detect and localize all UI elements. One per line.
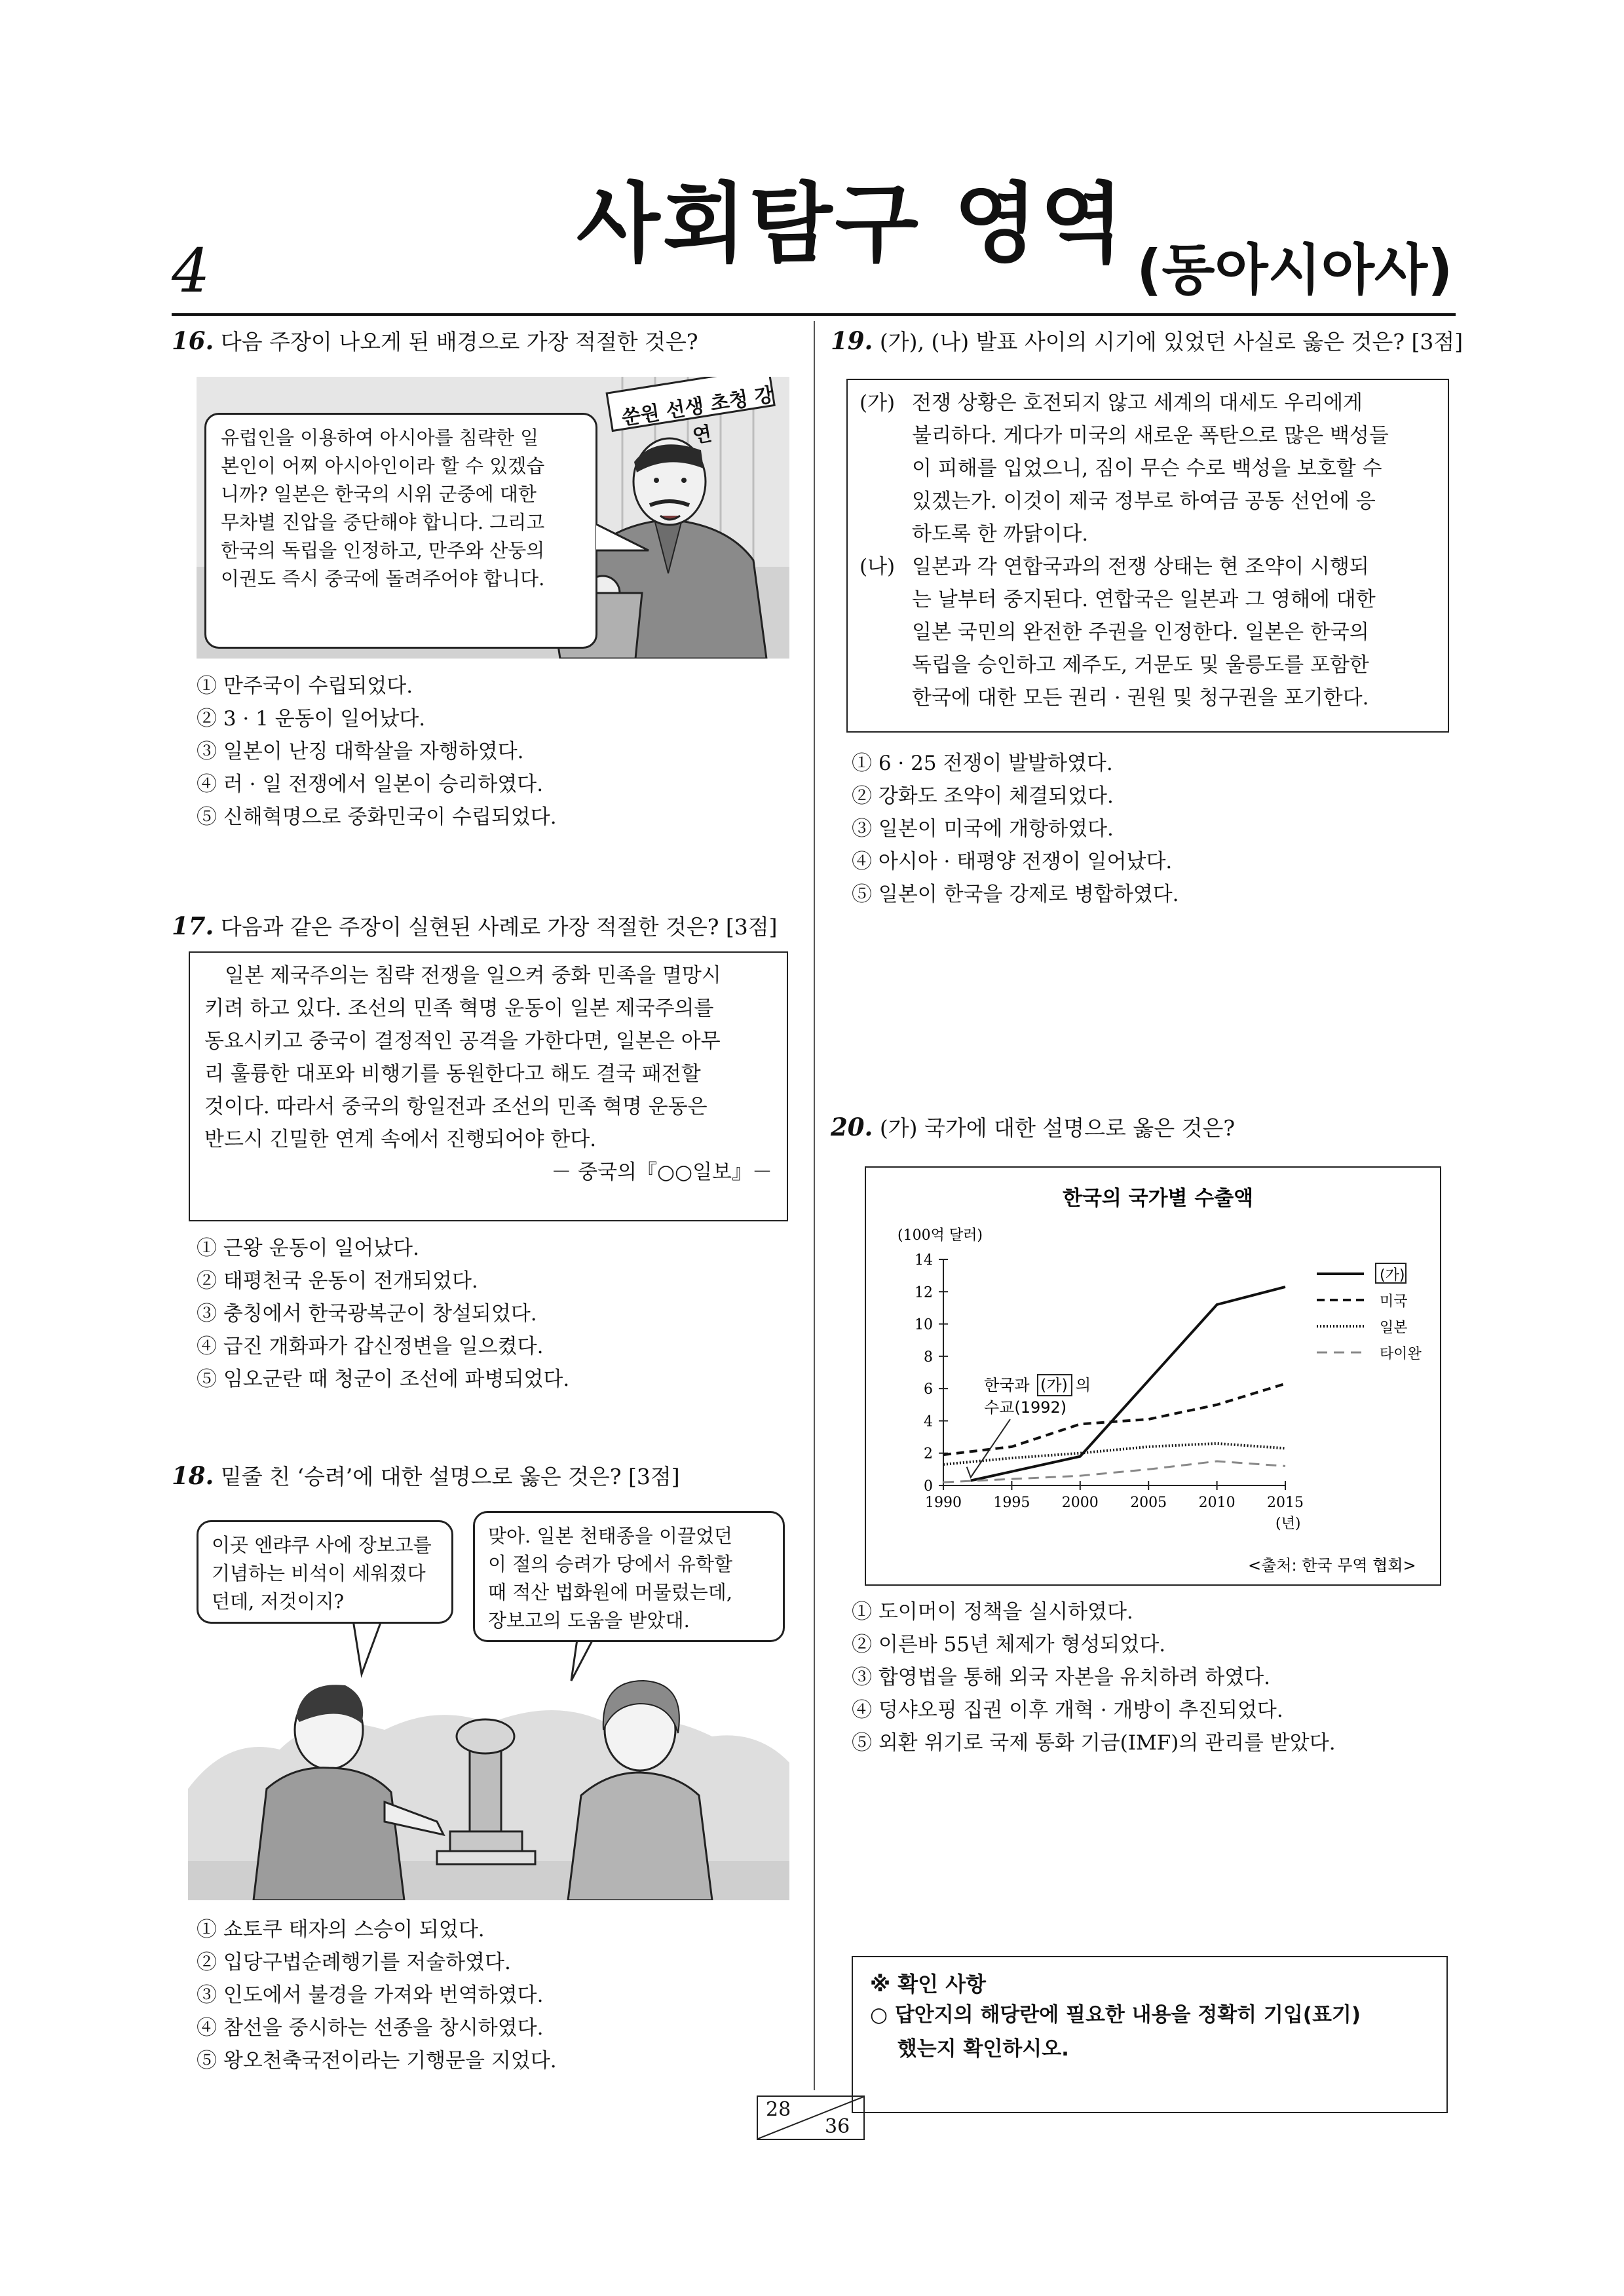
annotation-text: 수교(1992) bbox=[984, 1398, 1067, 1417]
question-prompt: 밑줄 친 ‘승려’에 대한 설명으로 옳은 것은? [3점] bbox=[220, 1464, 680, 1489]
passage-line: 하도록 한 까닭이다. bbox=[912, 522, 1089, 546]
choice-4[interactable]: ④ 덩샤오핑 집권 이후 개혁 · 개방이 추진되었다. bbox=[852, 1698, 1283, 1722]
choice-1[interactable]: ① 근왕 운동이 일어났다. bbox=[197, 1236, 419, 1260]
passage-line: 독립을 승인하고 제주도, 거문도 및 울릉도를 포함한 bbox=[912, 653, 1369, 677]
passage-line: 일본 국민의 완전한 주권을 인정한다. 일본은 한국의 bbox=[912, 621, 1369, 644]
choice-4[interactable]: ④ 아시아 · 태평양 전쟁이 일어났다. bbox=[852, 850, 1173, 873]
choice-2[interactable]: ② 3 · 1 운동이 일어났다. bbox=[197, 707, 426, 731]
column-divider bbox=[814, 321, 815, 2090]
speech-line: 본인이 어찌 아시아인이라 할 수 있겠습 bbox=[221, 455, 545, 477]
annotation-text: 한국과 bbox=[984, 1376, 1030, 1394]
speech-line: 이권도 즉시 중국에 돌려주어야 합니다. bbox=[221, 567, 545, 590]
series-line-4 bbox=[943, 1461, 1285, 1482]
legend-label: 타이완 bbox=[1380, 1346, 1422, 1362]
q16-speech-bubble bbox=[204, 413, 597, 649]
annotation-text: 의 bbox=[1076, 1376, 1091, 1394]
question-number: 20. bbox=[831, 1113, 873, 1141]
q17-choices bbox=[197, 1232, 569, 1396]
choice-3[interactable]: ③ 인도에서 불경을 가져와 번역하였다. bbox=[197, 1983, 544, 2007]
page-indicator bbox=[757, 2095, 865, 2140]
chart-title: 한국의 국가별 수출액 bbox=[1063, 1187, 1254, 1210]
annotation-arrowhead bbox=[967, 1467, 976, 1478]
passage-line: 것이다. 따라서 중국의 항일전과 조선의 민족 혁명 운동은 bbox=[204, 1095, 708, 1119]
y-tick-label: 12 bbox=[915, 1284, 933, 1301]
exam-title: 사회탐구 영역 bbox=[576, 174, 1127, 275]
q18-speech-bubble-right bbox=[473, 1511, 785, 1642]
current-page: 28 bbox=[766, 2098, 791, 2121]
chart-source: <출처: 한국 무역 협회> bbox=[1248, 1556, 1416, 1575]
speech-line: 한국의 독립을 인정하고, 만주와 산둥의 bbox=[221, 539, 545, 562]
page-number: 4 bbox=[172, 236, 210, 306]
speech-line: 유럽인을 이용하여 아시아를 침략한 일 bbox=[221, 427, 539, 449]
q16-choices bbox=[197, 670, 557, 833]
question-18-title bbox=[172, 1463, 680, 1490]
q17-passage-box bbox=[189, 951, 788, 1221]
passage-line: 이 피해를 입었으니, 짐이 무슨 수로 백성을 보호할 수 bbox=[912, 457, 1382, 480]
x-tick-label: 2015 bbox=[1267, 1495, 1304, 1511]
choice-5[interactable]: ⑤ 신해혁명으로 중화민국이 수립되었다. bbox=[197, 805, 557, 829]
x-tick-label: 2000 bbox=[1061, 1495, 1099, 1511]
speech-line: 이곳 엔랴쿠 사에 장보고를 bbox=[212, 1534, 432, 1556]
lecture-banner: 쑨원 선생 초청 강연 bbox=[620, 383, 776, 448]
question-20-title bbox=[831, 1114, 1235, 1141]
speech-line: 던데, 저것이지? bbox=[212, 1590, 345, 1613]
choice-5[interactable]: ⑤ 일본이 한국을 강제로 병합하였다. bbox=[852, 883, 1179, 906]
question-16-title bbox=[172, 328, 698, 355]
legend-label: 미국 bbox=[1380, 1293, 1408, 1310]
legend-label: 일본 bbox=[1380, 1320, 1408, 1336]
export-line-chart bbox=[866, 1168, 1440, 1584]
y-tick-label: 2 bbox=[924, 1445, 933, 1463]
speech-line: 무차별 진압을 중단해야 합니다. 그리고 bbox=[221, 511, 545, 533]
question-prompt: 다음 주장이 나오게 된 배경으로 가장 적절한 것은? bbox=[220, 329, 698, 354]
speech-line: 맞아. 일본 천태종을 이끌었던 bbox=[488, 1525, 733, 1547]
passage-label-na: (나) bbox=[859, 555, 896, 579]
passage-source: － 중국의『○○일보』－ bbox=[551, 1160, 772, 1184]
choice-3[interactable]: ③ 합영법을 통해 외국 자본을 유치하려 하였다. bbox=[852, 1666, 1271, 1689]
x-axis-unit: (년) bbox=[1275, 1516, 1301, 1532]
choice-2[interactable]: ② 태평천국 운동이 전개되었다. bbox=[197, 1269, 478, 1293]
passage-line: 전쟁 상황은 호전되지 않고 세계의 대세도 우리에게 bbox=[912, 391, 1363, 415]
q19-passage-box bbox=[846, 379, 1449, 733]
passage-label-ga: (가) bbox=[859, 391, 896, 415]
x-tick-label: 2010 bbox=[1198, 1495, 1236, 1511]
choice-1[interactable]: ① 6 · 25 전쟁이 발발하였다. bbox=[852, 752, 1113, 775]
choice-4[interactable]: ④ 급진 개화파가 갑신정변을 일으켰다. bbox=[197, 1335, 544, 1358]
choice-5[interactable]: ⑤ 외환 위기로 국제 통화 기금(IMF)의 관리를 받았다. bbox=[852, 1731, 1336, 1755]
choice-1[interactable]: ① 만주국이 수립되었다. bbox=[197, 674, 413, 698]
choice-1[interactable]: ① 도이머이 정책을 실시하였다. bbox=[852, 1600, 1133, 1624]
y-tick-label: 4 bbox=[924, 1413, 933, 1430]
notice-line: ○ 답안지의 해당란에 필요한 내용을 정확히 기입(표기) bbox=[870, 2003, 1361, 2027]
question-prompt: (가) 국가에 대한 설명으로 옳은 것은? bbox=[879, 1115, 1236, 1141]
passage-line: 리 훌륭한 대포와 비행기를 동원한다고 해도 결국 패전할 bbox=[204, 1062, 701, 1086]
passage-line: 는 날부터 중지된다. 연합국은 일본과 그 영해에 대한 bbox=[912, 588, 1376, 611]
choice-4[interactable]: ④ 러 · 일 전쟁에서 일본이 승리하였다. bbox=[197, 773, 544, 796]
y-tick-label: 8 bbox=[924, 1349, 933, 1366]
notice-title: ※ 확인 사항 bbox=[870, 1972, 987, 1997]
question-number: 17. bbox=[172, 911, 214, 940]
speech-line: 장보고의 도움을 받았대. bbox=[488, 1609, 690, 1632]
choice-4[interactable]: ④ 참선을 중시하는 선종을 창시하였다. bbox=[197, 2016, 544, 2040]
x-tick-label: 1995 bbox=[993, 1495, 1030, 1511]
speech-line: 이 절의 승려가 당에서 유학할 bbox=[488, 1553, 733, 1575]
legend-label: (가) bbox=[1380, 1267, 1405, 1284]
header-rule bbox=[172, 313, 1456, 316]
question-number: 19. bbox=[831, 326, 873, 355]
annotation-arrow bbox=[971, 1419, 1010, 1478]
q18-choices bbox=[197, 1913, 557, 2077]
passage-line: 반드시 긴밀한 연계 속에서 진행되어야 한다. bbox=[204, 1128, 597, 1151]
y-tick-label: 0 bbox=[924, 1478, 933, 1495]
choice-2[interactable]: ② 이른바 55년 체제가 형성되었다. bbox=[852, 1633, 1166, 1656]
question-prompt: 다음과 같은 주장이 실현된 사례로 가장 적절한 것은? [3점] bbox=[220, 914, 778, 940]
question-number: 16. bbox=[172, 326, 214, 355]
passage-line: 키려 하고 있다. 조선의 민족 혁명 운동이 일본 제국주의를 bbox=[204, 997, 714, 1020]
x-tick-label: 2005 bbox=[1130, 1495, 1167, 1511]
question-prompt: (가), (나) 발표 사이의 시기에 있었던 사실로 옳은 것은? [3점] bbox=[879, 329, 1463, 354]
passage-line: 불리하다. 게다가 미국의 새로운 폭탄으로 많은 백성들 bbox=[912, 424, 1389, 448]
choice-1[interactable]: ① 쇼토쿠 태자의 스승이 되었다. bbox=[197, 1918, 485, 1942]
total-pages: 36 bbox=[825, 2115, 850, 2138]
y-axis-unit: (100억 달러) bbox=[897, 1227, 983, 1244]
choice-2[interactable]: ② 강화도 조약이 체결되었다. bbox=[852, 784, 1114, 808]
q18-speech-bubble-left bbox=[197, 1520, 453, 1624]
y-tick-label: 6 bbox=[924, 1381, 933, 1398]
annotation-text: (가) bbox=[1040, 1376, 1068, 1394]
choice-3[interactable]: ③ 충칭에서 한국광복군이 창설되었다. bbox=[197, 1302, 537, 1326]
choice-5[interactable]: ⑤ 왕오천축국전이라는 기행문을 지었다. bbox=[197, 2049, 557, 2073]
choice-2[interactable]: ② 입당구법순례행기를 저술하였다. bbox=[197, 1951, 511, 1974]
y-tick-label: 10 bbox=[915, 1316, 933, 1333]
passage-line: 한국에 대한 모든 권리 · 권원 및 청구권을 포기한다. bbox=[912, 686, 1369, 710]
q20-choices bbox=[852, 1596, 1336, 1759]
choice-3[interactable]: ③ 일본이 난징 대학살을 자행하였다. bbox=[197, 740, 524, 763]
notice-line: 했는지 확인하시오. bbox=[870, 2037, 1069, 2061]
series-line-3 bbox=[943, 1444, 1285, 1464]
question-17-title bbox=[172, 913, 778, 940]
x-tick-label: 1990 bbox=[925, 1495, 962, 1511]
speech-line: 때 적산 법화원에 머물렀는데, bbox=[488, 1581, 733, 1603]
passage-line: 일본 제국주의는 침략 전쟁을 일으켜 중화 민족을 멸망시 bbox=[204, 964, 721, 987]
subject-label: (동아시아사) bbox=[1137, 238, 1453, 302]
speech-line: 니까? 일본은 한국의 시위 군중에 대한 bbox=[221, 483, 537, 505]
choice-5[interactable]: ⑤ 임오군란 때 청군이 조선에 파병되었다. bbox=[197, 1368, 570, 1391]
speech-tail bbox=[576, 524, 655, 564]
y-tick-label: 14 bbox=[915, 1252, 933, 1269]
passage-line: 동요시키고 중국이 결정적인 공격을 가한다면, 일본은 아무 bbox=[204, 1029, 721, 1053]
question-19-title bbox=[831, 328, 1463, 355]
export-chart-frame bbox=[865, 1166, 1441, 1586]
passage-line: 일본과 각 연합국과의 전쟁 상태는 현 조약이 시행되 bbox=[912, 555, 1369, 579]
confirmation-notice bbox=[852, 1956, 1448, 2113]
question-number: 18. bbox=[172, 1461, 214, 1490]
passage-line: 있겠는가. 이것이 제국 정부로 하여금 공동 선언에 응 bbox=[912, 489, 1376, 513]
q19-choices bbox=[852, 747, 1179, 911]
choice-3[interactable]: ③ 일본이 미국에 개항하였다. bbox=[852, 817, 1114, 841]
speech-line: 기념하는 비석이 세워졌다 bbox=[212, 1562, 426, 1584]
